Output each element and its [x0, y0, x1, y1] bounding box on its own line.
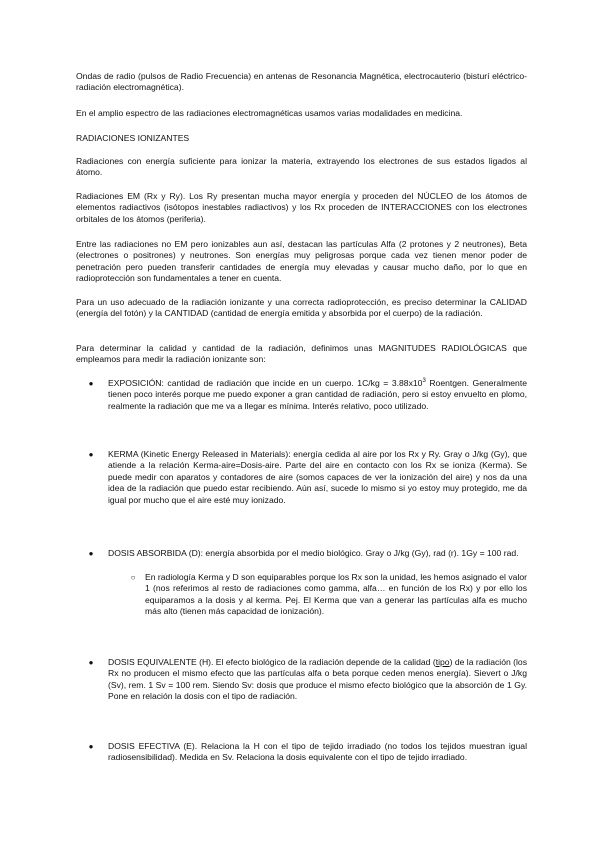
exposicion-text-end: Roentgen. Generalmente tienen poco interés porque me puedo exponer a gran cantidad de radiación, pero si estoy envuelto en plomo, realmente la radiación que me va a llegar es mínima. Interés relativo, poco utilizado.	[108, 378, 527, 411]
bullet-dosis-efectiva: DOSIS EFECTIVA (E). Relaciona la H con el tipo de tejido irradiado (no todos los tejidos muestran igual radiosensibilidad). Medida en Sv. Relaciona la dosis equivalente con el tipo de tejido irradiado.	[108, 741, 527, 763]
bullet-icon: ●	[88, 658, 94, 667]
equivalente-underlined: tipo	[435, 657, 450, 667]
paragraph-magnitudes-intro: Para determinar la calidad y cantidad de la radiación, definimos unas MAGNITUDES RADIOLÓGICAS que empleamos para medir la radiación ionizante son:	[76, 343, 527, 365]
bullet-icon: ●	[88, 549, 94, 558]
paragraph-em-radiation: Radiaciones EM (Rx y Ry). Los Ry presentan mucha mayor energía y proceden del NÚCLEO de los átomos de elementos radiactivos (isótopos inestables radiactivos) y los Rx proceden de INTERACCIONES con los electrones orbitales de los átomos (periferia).	[76, 191, 527, 224]
section-heading: RADIACIONES IONIZANTES	[76, 133, 190, 143]
exposicion-superscript: 3	[422, 378, 426, 385]
paragraph-ionizing-definition: Radiaciones con energía suficiente para ionizar la materia, extrayendo los electrones de sus estados ligados al átomo.	[76, 156, 527, 178]
bullet-dosis-absorbida: DOSIS ABSORBIDA (D): energía absorbida por el medio biológico. Gray o J/kg (Gy), rad (r). 1Gy = 100 rad.	[108, 548, 519, 558]
bullet-kerma: KERMA (Kinetic Energy Released in Materials): energía cedida al aire por los Rx y Ry. Gray o J/kg (Gy), que atiende a la relación Kerma-aire=Dosis-aire. Parte del aire en contacto con los Rx se ioniza (Kerma). Se puede medir con aparatos y contadores de aire (somos capaces de ver la ionización del aire) y nos da una idea de la radiación que puedo estar recibiendo. Aún así, sucede lo mismo si yo estoy muy protegido, me da igual por mucho que el aire esté muy ionizado.	[108, 449, 527, 505]
bullet-icon: ●	[88, 450, 94, 459]
paragraph-spectrum: En el amplio espectro de las radiaciones electromagnéticas usamos varias modalidades en medicina.	[76, 108, 463, 118]
bullet-icon: ●	[88, 379, 94, 388]
paragraph-quality-quantity: Para un uso adecuado de la radiación ionizante y una correcta radioprotección, es preciso determinar la CALIDAD (energía del fotón) y la CANTIDAD (cantidad de energía emitida y absorbida por el cuerpo) de la radiación.	[76, 297, 527, 319]
equivalente-text-start: DOSIS EQUIVALENTE (H). El efecto biológico de la radiación depende de la calidad (	[108, 657, 436, 667]
sub-bullet-icon: ○	[130, 573, 136, 582]
bullet-icon: ●	[88, 742, 94, 751]
paragraph-radio-waves: Ondas de radio (pulsos de Radio Frecuencia) en antenas de Resonancia Magnética, electrocauterio (bisturí eléctrico-radiación electromagnética).	[76, 71, 527, 93]
sub-bullet-kerma-d: En radiología Kerma y D son equiparables porque los Rx son la unidad, les hemos asignado el valor 1 (nos referimos al resto de radiaciones como gamma, alfa… en función de los Rx) y por ello los equiparamos a la dosis y al kerma. Pej. El Kerma que van a generar las partículas alfa es mucho más alto (tienen más capacidad de ionización).	[145, 572, 527, 617]
paragraph-non-em-particles: Entre las radiaciones no EM pero ionizables aun así, destacan las partículas Alfa (2 protones y 2 neutrones), Beta (electrones o positrones) y neutrones. Son energías muy peligrosas porque cada vez tienen menor poder de penetración pero pueden transferir cantidades de energía muy elevadas y causar mucho daño, por lo que en radioprotección son fundamentales a tener en cuenta.	[76, 239, 527, 284]
equivalente-text-end: ) de la radiación (los Rx no producen el mismo efecto que las partículas alfa o beta porque ceden menos energía). Sievert o J/kg (Sv), rem. 1 Sv = 100 rem. Siendo Sv: dosis que produce el mismo efecto biológico que la absorción de 1 Gy. Pone en relación la dosis con el tipo de radiación.	[108, 657, 527, 702]
bullet-exposicion	[108, 378, 527, 412]
exposicion-text-start: EXPOSICIÓN: cantidad de radiación que incide en un cuerpo. 1C/kg = 3.88x10	[108, 378, 423, 388]
bullet-dosis-equivalente	[108, 657, 527, 703]
